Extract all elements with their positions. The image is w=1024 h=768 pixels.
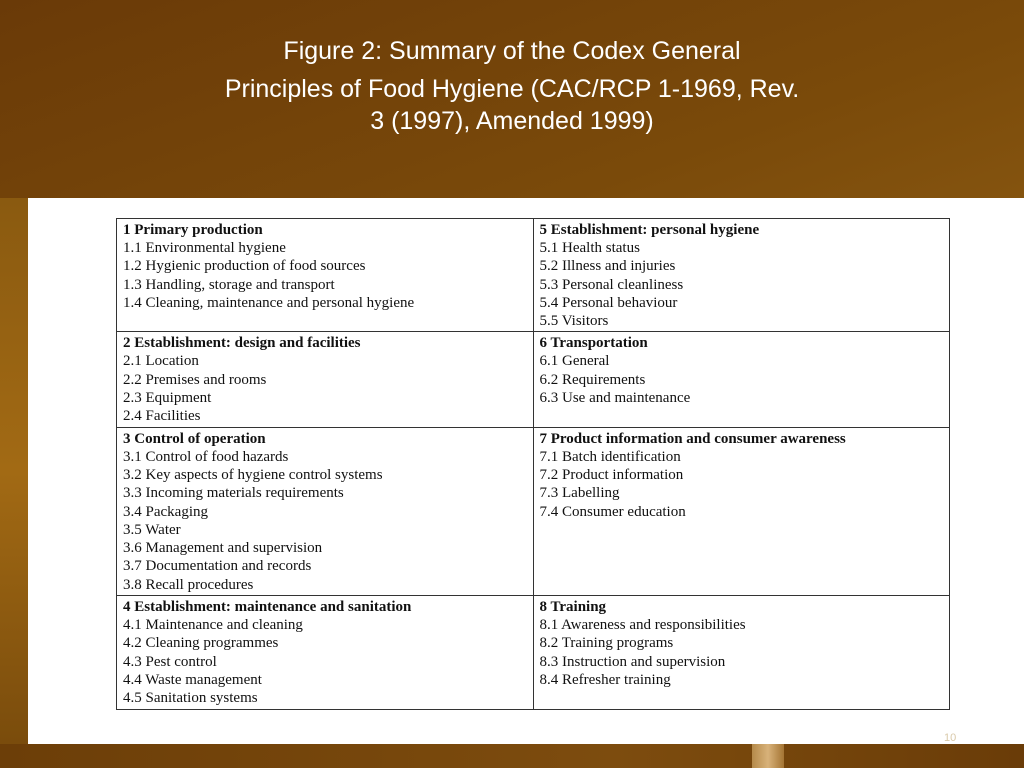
section-item: 3.6 Management and supervision (123, 540, 323, 557)
section-item: 7.2 Product information (539, 466, 684, 483)
table-row (117, 596, 950, 709)
section-item: 6.1 General (539, 353, 610, 370)
section-item: 2.1 Location (123, 353, 199, 370)
section-cell-right (533, 219, 950, 332)
section-item: 1.4 Cleaning, maintenance and personal hygiene (123, 294, 415, 311)
section-item: 2.3 Equipment (123, 390, 212, 407)
codex-summary-table (116, 218, 950, 710)
table-row (117, 427, 950, 595)
section-heading: 3 Control of operation (123, 430, 266, 447)
section-item: 1.1 Environmental hygiene (123, 240, 286, 256)
table-row (117, 332, 950, 427)
section-item: 7.1 Batch identification (539, 448, 681, 465)
section-cell-left (117, 596, 534, 709)
table-row (117, 219, 950, 332)
left-decorative-band (0, 198, 28, 744)
section-heading: 8 Training (539, 599, 607, 616)
section-heading: 6 Transportation (539, 335, 648, 352)
section-item: 3.2 Key aspects of hygiene control systems (123, 466, 383, 483)
section-item: 5.1 Health status (539, 240, 640, 256)
section-heading: 4 Establishment: maintenance and sanitation (123, 599, 412, 616)
section-item: 8.3 Instruction and supervision (539, 653, 726, 670)
section-item: 8.1 Awareness and responsibilities (539, 617, 746, 634)
section-item: 4.5 Sanitation systems (123, 690, 258, 707)
section-heading: 5 Establishment: personal hygiene (539, 222, 760, 238)
section-item: 3.7 Documentation and records (123, 558, 312, 575)
slide-title (0, 32, 1024, 140)
section-cell-left (117, 332, 534, 427)
section-item: 7.3 Labelling (539, 485, 620, 502)
section-item: 6.3 Use and maintenance (539, 390, 691, 407)
title-line-3: 3 (1997), Amended 1999) (370, 107, 654, 135)
section-item: 5.3 Personal cleanliness (539, 276, 684, 293)
section-cell-right (533, 332, 950, 427)
section-item: 4.4 Waste management (123, 671, 262, 688)
section-item: 7.4 Consumer education (539, 503, 686, 520)
section-item: 4.1 Maintenance and cleaning (123, 617, 303, 634)
section-cell-right (533, 596, 950, 709)
section-cell-right (533, 427, 950, 595)
section-item: 5.4 Personal behaviour (539, 294, 678, 311)
section-item: 3.8 Recall procedures (123, 576, 254, 593)
section-item: 2.2 Premises and rooms (123, 371, 267, 388)
section-item: 1.2 Hygienic production of food sources (123, 258, 366, 275)
section-cell-left (117, 427, 534, 595)
section-item: 4.2 Cleaning programmes (123, 635, 279, 652)
section-item: 3.1 Control of food hazards (123, 448, 289, 465)
title-line-1: Figure 2: Summary of the Codex General (283, 37, 741, 65)
section-item: 6.2 Requirements (539, 371, 646, 388)
decorative-slab (752, 744, 784, 768)
section-heading: 2 Establishment: design and facilities (123, 335, 361, 352)
section-item: 5.5 Visitors (539, 313, 609, 330)
section-item: 1.3 Handling, storage and transport (123, 276, 335, 293)
section-item: 2.4 Facilities (123, 408, 201, 425)
section-item: 8.2 Training programs (539, 635, 674, 652)
section-cell-left (117, 219, 534, 332)
section-item: 3.5 Water (123, 521, 181, 538)
section-item: 5.2 Illness and injuries (539, 258, 676, 275)
section-heading: 1 Primary production (123, 222, 263, 238)
section-item: 4.3 Pest control (123, 653, 217, 670)
section-heading: 7 Product information and consumer awareness (539, 430, 846, 447)
title-line-2: Principles of Food Hygiene (CAC/RCP 1-1969, Rev. (224, 75, 800, 103)
bottom-decorative-strip (0, 744, 1024, 768)
section-item: 3.3 Incoming materials requirements (123, 485, 344, 502)
slide-number: 10 (944, 732, 957, 744)
section-item: 3.4 Packaging (123, 503, 208, 520)
section-item: 8.4 Refresher training (539, 671, 671, 688)
